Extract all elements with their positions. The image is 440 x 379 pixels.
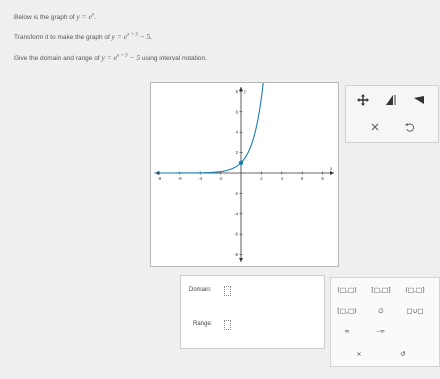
undo-icon[interactable]: [398, 118, 420, 136]
y-tick-label: -2: [234, 190, 238, 196]
keypad-clear-icon[interactable]: ×: [356, 350, 362, 358]
key-union[interactable]: □∪□: [406, 307, 424, 315]
asymptote-tool-icon[interactable]: [380, 90, 402, 110]
graph-toolbar: [345, 85, 439, 143]
question-text: Transform it to make the graph of: [14, 34, 110, 41]
x-tick-label: -2: [218, 176, 223, 181]
x-tick-label: 4: [280, 176, 283, 181]
y-tick-label: -8: [234, 252, 238, 258]
x-tick-label: -6: [177, 176, 182, 181]
interval-keypad: [330, 277, 440, 367]
equation: $y = e^{x + 3} - 5$.: [111, 32, 153, 41]
question-text-end: using interval notation.: [141, 55, 207, 62]
key-closed-open[interactable]: [□,□): [337, 307, 357, 315]
key-open-closed[interactable]: (□,□]: [405, 286, 425, 294]
question-line-2: [14, 32, 152, 41]
coordinate-plane[interactable]: [151, 83, 338, 266]
x-tick-label: -8: [157, 176, 162, 181]
y-tick-label: 8: [235, 88, 238, 94]
key-negative-infinity[interactable]: -∞: [377, 327, 385, 335]
key-infinity[interactable]: ∞: [344, 327, 350, 335]
x-tick-label: 8: [321, 176, 324, 181]
graph-panel[interactable]: [150, 82, 339, 267]
y-tick-label: 4: [235, 129, 238, 135]
y-tick-label: 6: [235, 109, 238, 115]
y-tick-label: -6: [234, 231, 238, 237]
question-text: Below is the graph of: [14, 14, 75, 21]
curve-tool-icon[interactable]: [408, 90, 430, 110]
range-label: Range:: [193, 321, 213, 327]
close-icon[interactable]: [364, 118, 386, 136]
question-line-1: Below is the graph of $y = e^x$.: [14, 12, 97, 21]
question-line-3: [14, 53, 207, 62]
key-open-open[interactable]: (□,□): [337, 286, 357, 294]
x-tick-label: 6: [301, 176, 304, 181]
y-axis-arrow: [239, 258, 243, 262]
y-axis-arrow: [239, 87, 243, 91]
key-empty-set[interactable]: ∅: [378, 307, 384, 315]
equation: $y = e^x$: [76, 12, 95, 21]
keypad-undo-icon[interactable]: ↺: [400, 350, 406, 358]
y-tick-label: 2: [235, 150, 238, 156]
x-tick-label: 2: [260, 176, 263, 181]
y-tick-label: -4: [234, 211, 238, 217]
exponential-curve: [154, 83, 264, 173]
equation: $y = e^{x + 3} - 5$: [101, 53, 141, 62]
y-axis-label: y: [244, 90, 247, 95]
question-text: Give the domain and range of: [14, 55, 100, 62]
answer-panel: [180, 275, 325, 349]
curve-point[interactable]: [239, 161, 243, 165]
domain-input[interactable]: [224, 286, 231, 296]
domain-label: Domain:: [189, 287, 212, 293]
x-axis-label: x: [330, 167, 333, 172]
x-tick-label: -4: [198, 176, 203, 181]
key-closed-closed[interactable]: [□,□]: [371, 286, 391, 294]
move-arrows-icon[interactable]: [352, 90, 374, 110]
range-input[interactable]: [224, 320, 231, 330]
